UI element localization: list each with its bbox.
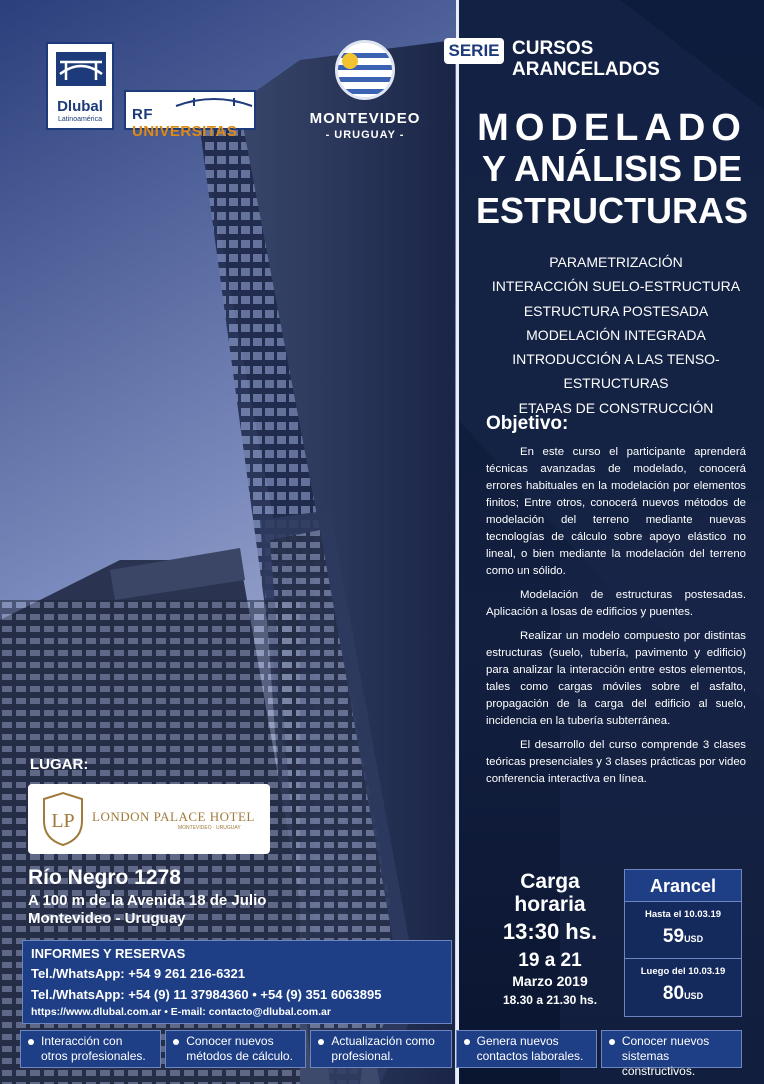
benefits-bar [20,1030,742,1078]
venue-label: LUGAR: [30,756,89,773]
title-line1: MODELADO [477,107,747,149]
benefit-line2: otros profesionales. [41,1049,146,1063]
schedule-label-2: horaria [514,893,586,916]
schedule-label-1: Carga [520,870,580,893]
city-label: MONTEVIDEO [309,110,421,127]
fee-tier-label: Hasta el 10.03.19 [644,909,722,920]
flag-icon [338,43,392,97]
benefit-line1: Conocer nuevos [186,1034,274,1048]
objective-paragraph: El desarrollo del curso comprende 3 clases teóricas presenciales y 3 clases prácticas por video conferencia interactiva en línea. [486,739,746,785]
contact-phone-2[interactable]: Tel./WhatsApp: +54 (9) 11 37984360 • +54 (9) 351 6063895 [31,987,382,1002]
contact-web-email[interactable]: https://www.dlubal.com.ar • E-mail: contacto@dlubal.com.ar [31,1006,331,1018]
objective-paragraph: Realizar un modelo compuesto por distintas estructuras (suelo, tubería, pavimento y edificio) para analizar la interacción entre estos elementos, tales como cargas móviles sobre el asfalto, propagación de la carga del edificio al suelo, incidencia en la tubería subterránea. [486,630,746,727]
fees-title: Arancel [625,870,741,902]
fee-tier [625,902,741,959]
benefit-line2: profesional. [331,1049,394,1063]
fee-currency: USD [684,934,704,944]
benefit-line2: métodos de cálculo. [186,1049,293,1063]
benefit-item [165,1030,306,1068]
dlubal-wordmark: Dlubal [57,98,103,115]
fees-box [624,869,742,1017]
bullet-icon [318,1039,324,1045]
title-line3: ESTRUCTURAS [475,190,748,231]
rf-prefix: RF [132,106,153,123]
venue-city: Montevideo - Uruguay [28,910,186,927]
topic-item: INTRODUCCIÓN A LAS TENSO-ESTRUCTURAS [512,351,720,392]
benefit-line1: Interacción con [41,1034,123,1048]
hotel-logo [28,784,270,854]
schedule-month: Marzo 2019 [512,973,588,989]
title-line2: Y ANÁLISIS DE [481,148,743,189]
course-title [472,108,752,232]
uruguay-flag-seal [335,40,395,100]
venue-reference: A 100 m de la Avenida 18 de Julio [28,892,267,909]
contact-phone-1[interactable]: Tel./WhatsApp: +54 9 261 216-6321 [31,966,245,981]
fee-currency: USD [684,991,704,1001]
bullet-icon [173,1039,179,1045]
dlubal-logo [46,42,114,130]
venue-street: Río Negro 1278 [28,866,181,889]
bridge-icon [56,52,106,86]
crest-icon [38,791,88,847]
benefit-line2: sistemas constructivos. [621,1049,696,1078]
benefit-item [20,1030,161,1068]
fee-amount: 80 [662,983,685,1004]
contact-title: INFORMES Y RESERVAS [31,946,186,961]
rf-name: UNIVERSITAS [132,123,238,140]
topic-item: MODELACIÓN INTEGRADA [526,326,706,343]
serie-badge: SERIE [444,38,504,64]
schedule-days: 19 a 21 [518,950,582,971]
schedule-block [480,870,620,1010]
topic-item: INTERACCIÓN SUELO-ESTRUCTURA [491,278,741,295]
contact-box [22,940,452,1024]
objective-text [486,444,746,795]
objective-paragraph: En este curso el participante aprenderá técnicas avanzadas de modelado, conocerá errores habituales en la modelación por elementos finitos; Entre otros, conocerá nuevos métodos de modelación del terreno mediante nuevas tecnologías de cálculo sobre apoyo elástico no lineal, o bien mediante la modelación del terreno como un sólido. [486,446,746,577]
benefit-item [601,1030,742,1078]
bullet-icon [464,1039,470,1045]
hotel-subtitle: MONTEVIDEO · URUGUAY [178,825,241,831]
rf-universitas-logo [124,90,256,140]
benefit-item [456,1030,597,1068]
schedule-time: 18.30 a 21.30 hs. [502,993,598,1007]
svg-text:LP: LP [51,810,75,832]
fee-amount: 59 [662,926,685,947]
objective-paragraph: Modelación de estructuras postesadas. Aplicación a losas de edificios y puentes. [486,589,746,618]
series-line1: CURSOS [512,38,594,59]
topic-item: PARAMETRIZACIÓN [549,254,683,270]
benefit-line2: contactos laborales. [476,1049,584,1063]
fee-price [625,983,741,1005]
topic-list [470,250,762,420]
bullet-icon [609,1039,615,1045]
benefit-line1: Genera nuevos [476,1034,559,1048]
benefit-item [310,1030,451,1068]
schedule-hours: 13:30 hs. [502,919,598,944]
panel-divider [456,0,459,1084]
topic-item: ESTRUCTURA POSTESADA [523,302,709,319]
hotel-name: LONDON PALACE HOTEL [92,809,255,824]
dlubal-subtitle: Latinoamérica [58,116,102,123]
bullet-icon [28,1039,34,1045]
rf-wordmark [132,106,254,140]
series-line2: ARANCELADOS [512,59,660,80]
country-label: - URUGUAY - [325,129,405,141]
benefit-line1: Conocer nuevos [621,1034,710,1048]
fee-price [625,926,741,948]
objective-heading: Objetivo: [486,413,569,434]
series-title [512,38,660,80]
benefit-line1: Actualización como [331,1034,435,1048]
fee-tier [625,959,741,1016]
fee-tier-label: Luego del 10.03.19 [640,966,726,977]
topic-item: ETAPAS DE CONSTRUCCIÓN [518,399,714,416]
